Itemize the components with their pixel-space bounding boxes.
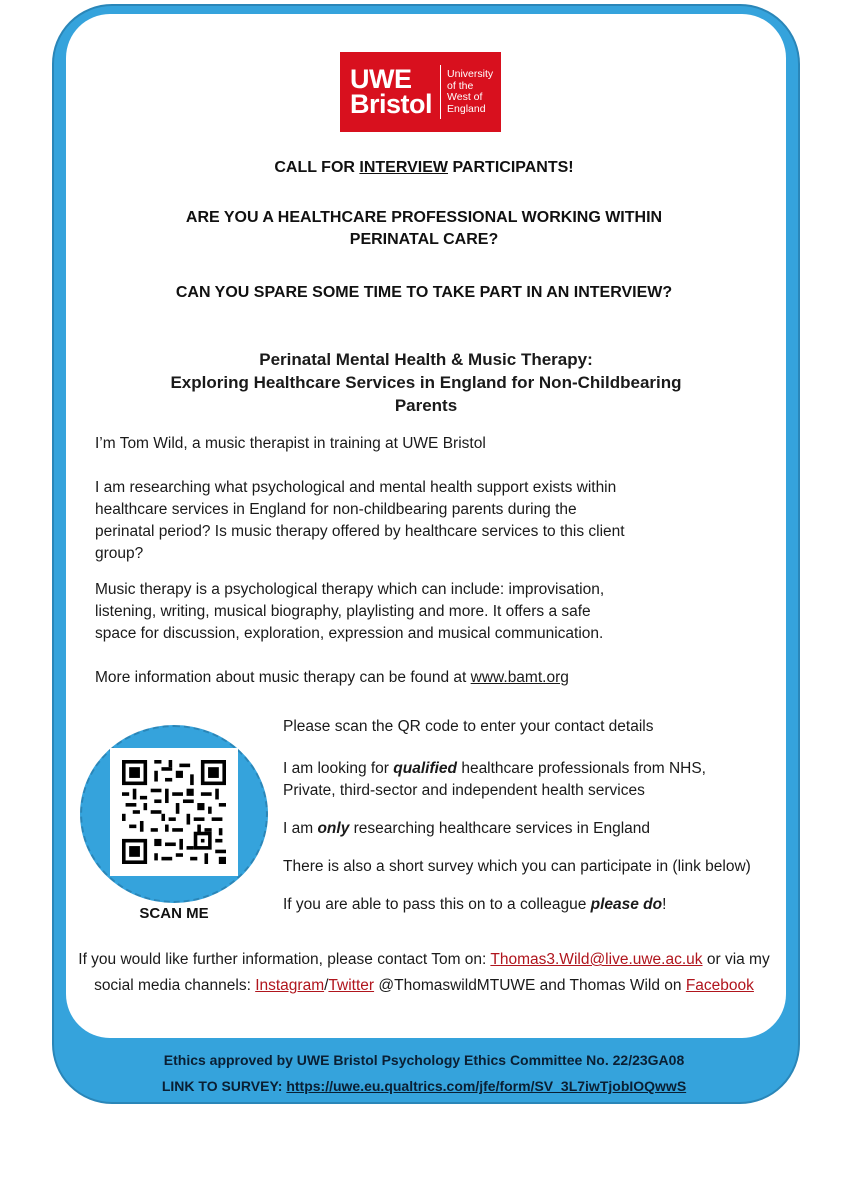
logo-line-bristol: Bristol [350,89,433,119]
scan-instruction: Please scan the QR code to enter your contact details [283,718,654,735]
study-title [150,348,702,417]
logo-divider [440,65,441,119]
logo-sub-2: of the [447,79,474,92]
research-paragraph: I am researching what psychological and mental health support exists within healthcare services in England for non-childbearing parents during the perinatal period? Is music therapy offered by healthcare services to this client group? [95,479,625,562]
logo-subtitle [447,69,493,115]
email-link[interactable]: Thomas3.Wild@live.uwe.ac.uk [490,951,703,968]
twitter-link[interactable]: Twitter [328,977,375,994]
call-prefix: CALL FOR [274,159,360,176]
logo-sub-4: England [447,102,486,115]
qualified-suffix: healthcare professionals from NHS, Private, third-sector and independent health services [283,760,706,799]
only-prefix: I am [283,820,318,837]
call-heading [90,157,758,179]
survey-link[interactable]: https://uwe.eu.qualtrics.com/jfe/form/SV_3L7iwTjobIOQwwS [286,1078,687,1094]
qualified-emphasis: qualified [393,760,458,777]
pass-suffix: ! [662,896,667,913]
call-suffix: PARTICIPANTS! [448,159,574,176]
call-emphasis: INTERVIEW [359,159,448,176]
qualified-prefix: I am looking for [283,760,394,777]
more-info-paragraph [95,667,695,689]
contact-middle: or via my social media channels: [94,951,770,994]
intro-paragraph: I’m Tom Wild, a music therapist in training at UWE Bristol [95,435,486,452]
pass-emphasis: please do [590,896,663,913]
logo-wordmark [350,64,433,119]
question-healthcare: ARE YOU A HEALTHCARE PROFESSIONAL WORKING WITHIN PERINATAL CARE? [185,209,663,248]
only-emphasis: only [317,820,350,837]
contact-handle: @ThomaswildMTUWE and Thomas Wild on [374,977,686,994]
pass-on-note [283,894,761,916]
question-time: CAN YOU SPARE SOME TIME TO TAKE PART IN AN INTERVIEW? [175,284,673,301]
qr-code-icon [122,760,226,864]
logo-sub-3: West of [447,91,483,103]
contact-paragraph [72,947,776,999]
only-suffix: researching healthcare services in England [349,820,651,837]
ethics-statement: Ethics approved by UWE Bristol Psychology Ethics Committee No. 22/23GA08 [163,1052,685,1068]
scan-me-label: SCAN ME [139,905,209,922]
survey-note: There is also a short survey which you can participate in (link below) [283,858,751,875]
england-only-note [283,818,761,840]
more-info-text: More information about music therapy can be found at [95,669,471,686]
bamt-link[interactable]: www.bamt.org [470,669,569,686]
contact-prefix: If you would like further information, please contact Tom on: [78,951,491,968]
survey-label: LINK TO SURVEY: [161,1078,287,1094]
study-title-line1: Perinatal Mental Health & Music Therapy: [259,350,593,369]
logo-sub-1: University [447,68,494,80]
study-title-line2: Exploring Healthcare Services in England for Non-Childbearing Parents [170,373,682,415]
instagram-link[interactable]: Instagram [255,977,325,994]
music-therapy-paragraph: Music therapy is a psychological therapy which can include: improvisation, listening, writing, musical biography, playlisting and more. It offers a safe space for discussion, exploration, expression and musical communication. [95,581,605,642]
qualified-note [283,758,761,802]
qr-code[interactable] [110,748,238,876]
facebook-link[interactable]: Facebook [685,977,754,994]
survey-link-line [90,1078,758,1094]
uwe-bristol-logo [340,52,501,132]
contact-slash: / [324,977,329,994]
logo-line-uwe: UWE [350,64,412,94]
pass-prefix: If you are able to pass this on to a colleague [283,896,591,913]
